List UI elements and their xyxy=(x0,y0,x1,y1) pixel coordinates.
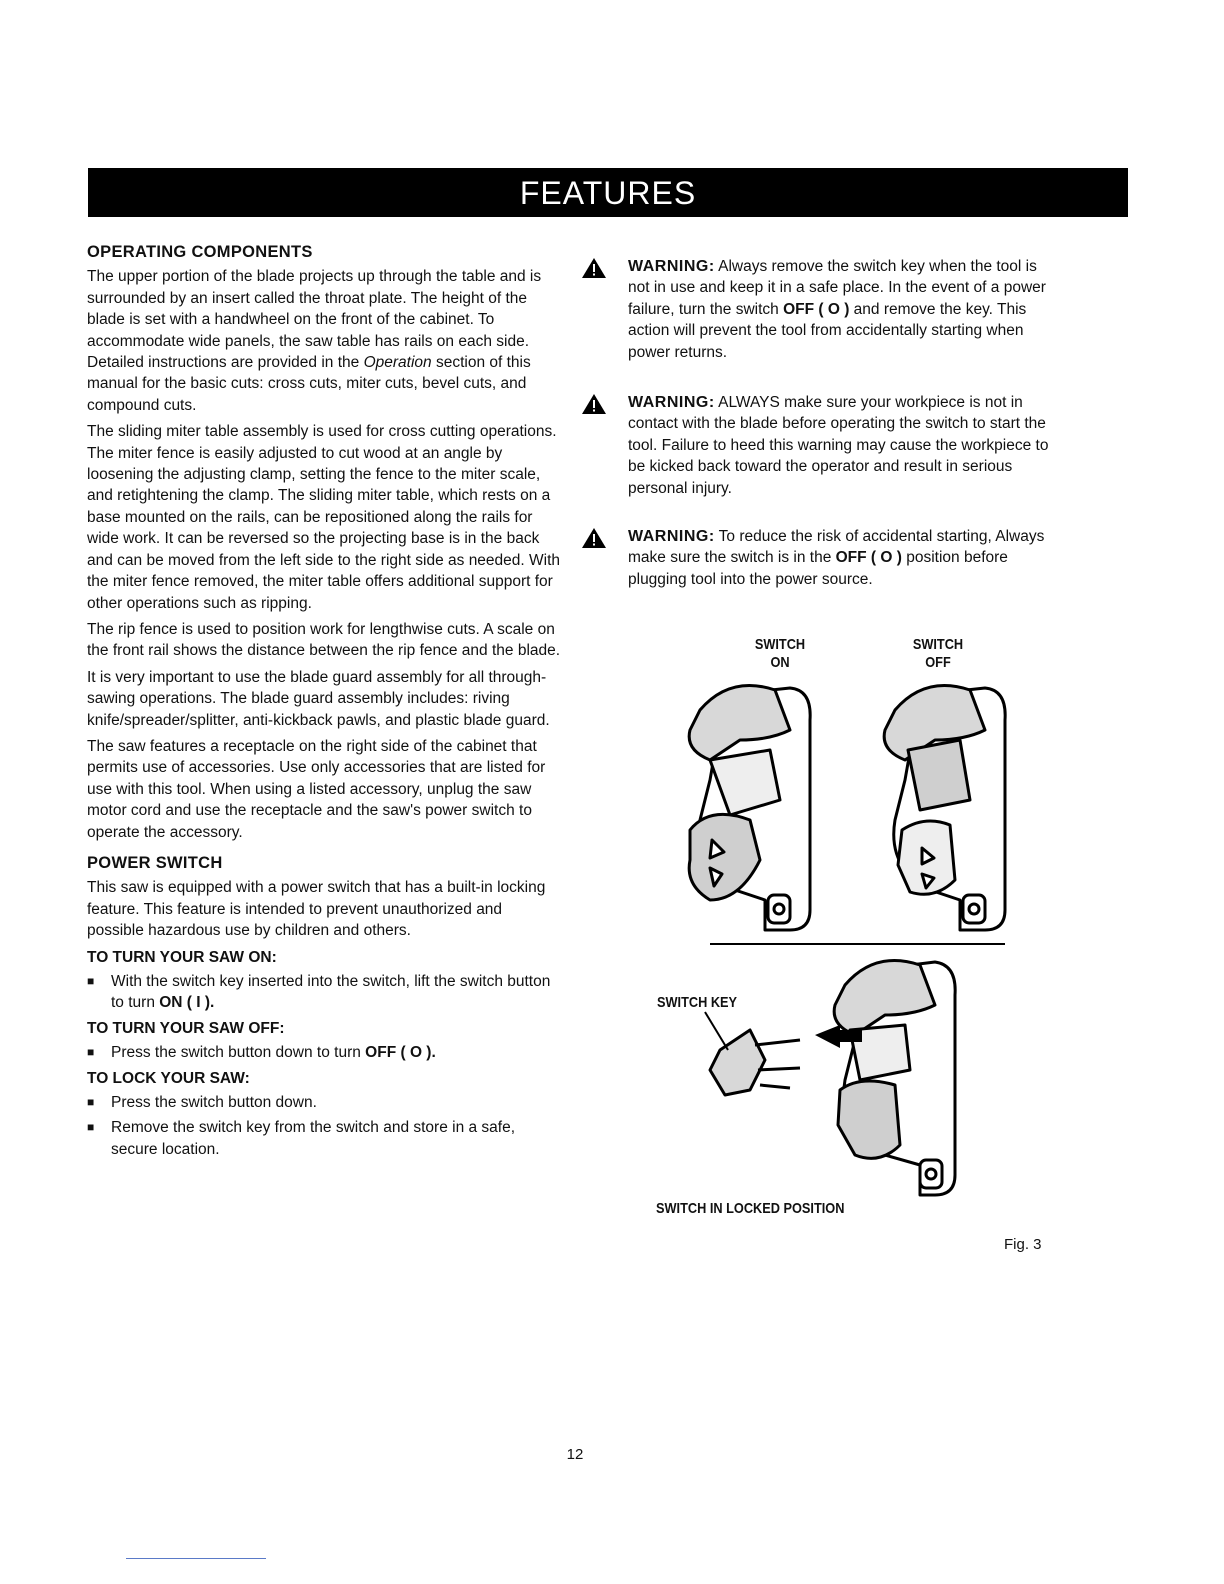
warning-3-bold: OFF ( O ) xyxy=(835,549,902,567)
power-switch-heading: POWER SWITCH xyxy=(87,853,223,872)
switch-on-line1: SWITCH xyxy=(754,636,806,653)
warning-1-label: WARNING: xyxy=(628,258,715,275)
warning-3 xyxy=(582,526,1062,590)
paragraph-3: The rip fence is used to position work for lengthwise cuts. A scale on the front rail shows the distance between the rip fence and the blade. xyxy=(87,620,561,660)
figure-number: Fig. 3 xyxy=(1004,1236,1042,1253)
left-column xyxy=(87,242,562,1164)
warning-1-text-end: and remove the key. This action will prevent the tool from accidentally starting when power returns. xyxy=(628,300,1027,361)
features-banner: FEATURES xyxy=(88,168,1128,217)
switch-on-line2: ON xyxy=(770,654,790,671)
page-number: 12 xyxy=(566,1446,584,1463)
warning-1-bold: OFF ( O ) xyxy=(783,300,850,318)
p1-text: The upper portion of the blade projects up through the table and is surrounded by an insert called the throat plate. The height of the blade is set with a handwheel on the front of the cabinet. To accommodate wide panels, the saw table has rails on each side. Detailed instructions are provided in the xyxy=(87,268,542,372)
lock-heading: TO LOCK YOUR SAW: xyxy=(87,1069,250,1087)
switch-off-line2: OFF xyxy=(925,654,951,671)
turn-on-heading: TO TURN YOUR SAW ON: xyxy=(87,948,277,966)
off-bullet-text: Press the switch button down to turn xyxy=(111,1044,366,1062)
warning-3-label: WARNING: xyxy=(628,528,715,545)
switch-off-drawing xyxy=(884,686,1005,931)
paragraph-4: It is very important to use the blade guard assembly for all through-sawing operations. The blade guard assembly includes: riving knife/spreader/splitter, anti-kickback pawls, and plastic blade guard. xyxy=(87,668,550,729)
paragraph-2: The sliding miter table assembly is used for cross cutting operations. The miter fence is easily adjusted to cut wood at an angle by loosening the adjusting clamp, setting the fence to the miter scale, and retightening the clamp. The sliding miter table, which rests on a base mounted on the rails, can be repositioned along the rails for wide work. It can be reversed so the projecting base is in the back and can be moved from the left side to the right side as needed. With the miter fence removed, the miter table offers additional support for other operations such as ripping. xyxy=(87,423,561,612)
warning-3-text-end: position before plugging tool into the power source. xyxy=(628,549,1008,588)
on-bullet-bold: ON ( I ). xyxy=(159,994,215,1012)
switch-key-leader-line xyxy=(705,1012,728,1050)
paragraph-1 xyxy=(87,266,562,416)
switch-on-drawing xyxy=(689,686,810,931)
on-bullet-text: With the switch key inserted into the switch, lift the switch button to turn xyxy=(111,973,551,1012)
off-bullet-bold: OFF ( O ). xyxy=(365,1044,436,1062)
switch-key-label: SWITCH KEY xyxy=(657,994,738,1011)
operating-components-heading: OPERATING COMPONENTS xyxy=(87,243,313,261)
turn-off-heading: TO TURN YOUR SAW OFF: xyxy=(87,1019,285,1037)
warning-1-text: Always remove the switch key when the tool is not in use and keep it in a safe place. In the event of a power failure, turn the switch xyxy=(628,258,1046,318)
warning-1 xyxy=(582,256,1062,363)
warning-triangle-icon xyxy=(582,394,606,414)
warning-2-text: ALWAYS make sure your workpiece is not in contact with the blade before operating the switch to start the tool. Failure to heed this warning may cause the workpiece to be kicked back toward the operator and result in serious personal injury. xyxy=(628,394,1049,497)
bottom-rule xyxy=(126,1558,266,1559)
switch-locked-drawing xyxy=(710,961,955,1196)
warning-2-label: WARNING: xyxy=(628,394,715,411)
switch-locked-label: SWITCH IN LOCKED POSITION xyxy=(656,1200,845,1217)
warning-3-text: To reduce the risk of accidental starting, Always make sure the switch is in the xyxy=(628,528,1045,567)
p1-end-text: section of this manual for the basic cuts: cross cuts, miter cuts, bevel cuts, and compound cuts. xyxy=(87,354,531,414)
lock-bullet-2: ■ Remove the switch key from the switch and store in a safe, secure location. xyxy=(87,1117,562,1160)
switch-illustration xyxy=(640,630,1060,1220)
warning-triangle-icon xyxy=(582,528,606,548)
turn-off-bullet xyxy=(87,1042,562,1063)
paragraph-6: This saw is equipped with a power switch that has a built-in locking feature. This feature is intended to prevent unauthorized and possible hazardous use by children and others. xyxy=(87,879,546,940)
switch-off-line1: SWITCH xyxy=(912,636,964,653)
lock-bullet-1: ■ Press the switch button down. xyxy=(87,1092,562,1113)
paragraph-5: The saw features a receptacle on the right side of the cabinet that permits use of accessories. Use only accessories that are listed for use with this tool. When using a listed accessory, unplug the saw motor cord and use the receptacle and the saw's power switch to operate the accessory. xyxy=(87,737,546,841)
warning-triangle-icon xyxy=(582,258,606,278)
operation-italic: Operation xyxy=(363,354,432,372)
warning-2 xyxy=(582,392,1062,499)
turn-on-bullet xyxy=(87,971,562,1014)
